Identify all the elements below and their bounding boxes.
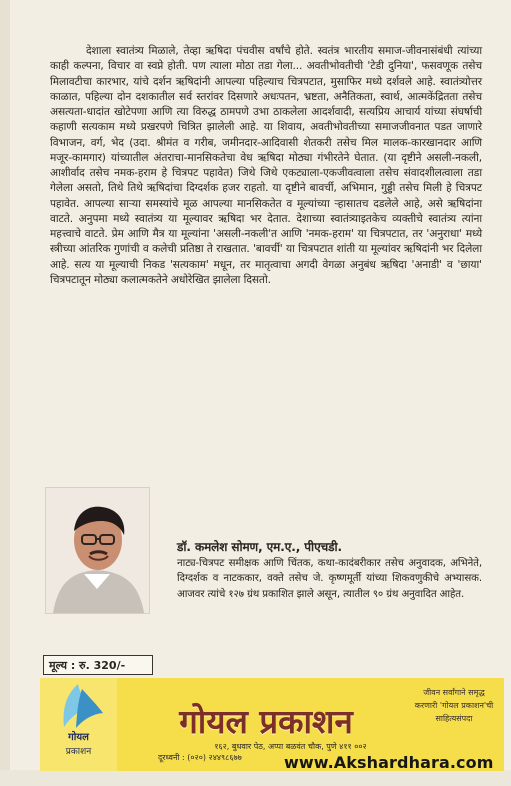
publisher-tagline: जीवन सर्वांगाने समृद्ध करणारी 'गोयल प्रकाशन'ची साहित्यसंपदा xyxy=(414,688,494,723)
book-description: देशाला स्वातंत्र्य मिळाले, तेव्हा ऋषिदा पंचवीस वर्षांचे होते. स्वतंत्र भारतीय समाज-जीवनासंबंधी त्यांच्या काही कल्पना, विचार वा स्वप्ने होती. पण त्याला मोठा तडा गेला... अवतीभोवतीची 'टेडी दुनिया', फसवणूक तसेच मिलावटीचा कारभार, यांचे दर्शन ऋषिदांनी आपल्या पहिल्याच चित्रपटात, मुसाफिर मध्ये दर्शवले आहे. स्वातंत्र्योत्तर काळात, पहिल्या दोन दशकातील सर्व स्तरांवर दिसणारे अधःपतन, भ्रष्टता, अनैतिकता, स्वार्थ, आत्मकेंद्रितता तसेच असत्यता-धादांत खोटेपणा आणि त्या विरुद्ध ठामपणे उभा ठाकलेला आदर्शवादी, सत्यप्रिय आचार्य यांच्या संघर्षाची कहाणी सत्यकाम मध्ये प्रखरपणे चित्रित झालेली आहे. या शिवाय, अवतीभोवतीच्या समाजजीवनात पडत जाणारे विभाजन, वर्ग, भेद (उदा. श्रीमंत व गरीब, जमीनदार-आदिवासी शेतकरी तसेच मिल मालक-कारखानदार आणि मजूर-कामगार) यांच्यातील अंतराचा-मानसिकतेचा वेध ऋषिदा मोठ्या गंभीरतेने घेतात. (या दृष्टीने असली-नकली, आशीर्वाद तसेच नमक-हराम हे चित्रपट पहावेत) जिथे जिथे एकट्याला-एकजीवत्वाला तसेच संवादशीलत्वाला तडा गेलेला असतो, तिथे तिथे ऋषिदांचा दिग्दर्शक हजर राहतो. या दृष्टीने बावर्ची, अभिमान, गुड्डी तसेच मिली हे चित्रपट पहावेत. आपल्या साऱ्या समस्यांचे मूळ आपल्या मानसिकतेत व मूल्यांच्या ऱ्हासातच दडलेले आहे, असे ऋषिदांना वाटते. अनुपमा मध्ये स्वातंत्र्य या मूल्यावर ऋषिदा भर देतात. देशाच्या स्वातंत्र्याइतकेच व्यक्तीचे स्वातंत्र्य त्यांना महत्त्वाचे वाटते. प्रेम आणि मैत्र या मूल्यांना 'असली-नकली'त आणि 'नमक-हराम' या चित्रपटात, तर 'अनुराधा' मध्ये स्त्रीच्या आंतरिक गुणांची व कलेची प्रतिष्ठा ते राखतात. 'बावर्ची' या चित्रपटात शांती या मूल्यांवर ऋषिदांनी भर दिलेला आहे. सत्य या मूल्याची निकड 'सत्यकाम' मधून, तर मातृत्वाचा अगदी वेगळा अनुबंध ऋषिदा 'अनाडी' व 'छाया' चित्रपटातून मोठ्या कलात्मकतेने अधोरेखित झालेला दिसतो. xyxy=(50,45,482,286)
publisher-phone: दूरध्वनी : (०२०) २४४९८६७७ xyxy=(158,753,242,762)
watermark-url: www.Akshardhara.com xyxy=(284,753,494,772)
publisher-logo-icon xyxy=(40,678,117,733)
price-tag: मूल्य : रु. 320/- xyxy=(43,655,153,675)
publisher-address: १६२, बुधवार पेठ, अप्पा बळवंत चौक, पुणे ४११ ००२ xyxy=(214,742,367,751)
page-edge-left xyxy=(0,0,10,786)
publisher-logo-sublabel: प्रकाशन xyxy=(65,747,92,757)
author-portrait-icon xyxy=(46,488,149,613)
author-photo xyxy=(45,487,150,614)
publisher-name: गोयल प्रकाशन xyxy=(179,702,353,741)
author-name: डॉ. कमलेश सोमण, एम.ए., पीएचडी. xyxy=(177,540,343,554)
author-bio: नाट्य-चित्रपट समीक्षक आणि चिंतक, कथा-कादंबरीकार तसेच अनुवादक, अभिनेते, दिग्दर्शक व नाटककार, वक्ते तसेच जे. कृष्णमूर्ती यांच्या शिकवणुकीचे अभ्यासक. आजवर त्यांचे १२७ ग्रंथ प्रकाशित झाले असून, त्यातील ९० ग्रंथ अनुवादित आहेत. xyxy=(177,558,482,600)
page-edge-bottom xyxy=(0,770,511,786)
publisher-logo-label: गोयल xyxy=(68,732,89,743)
publisher-logo xyxy=(40,678,117,771)
